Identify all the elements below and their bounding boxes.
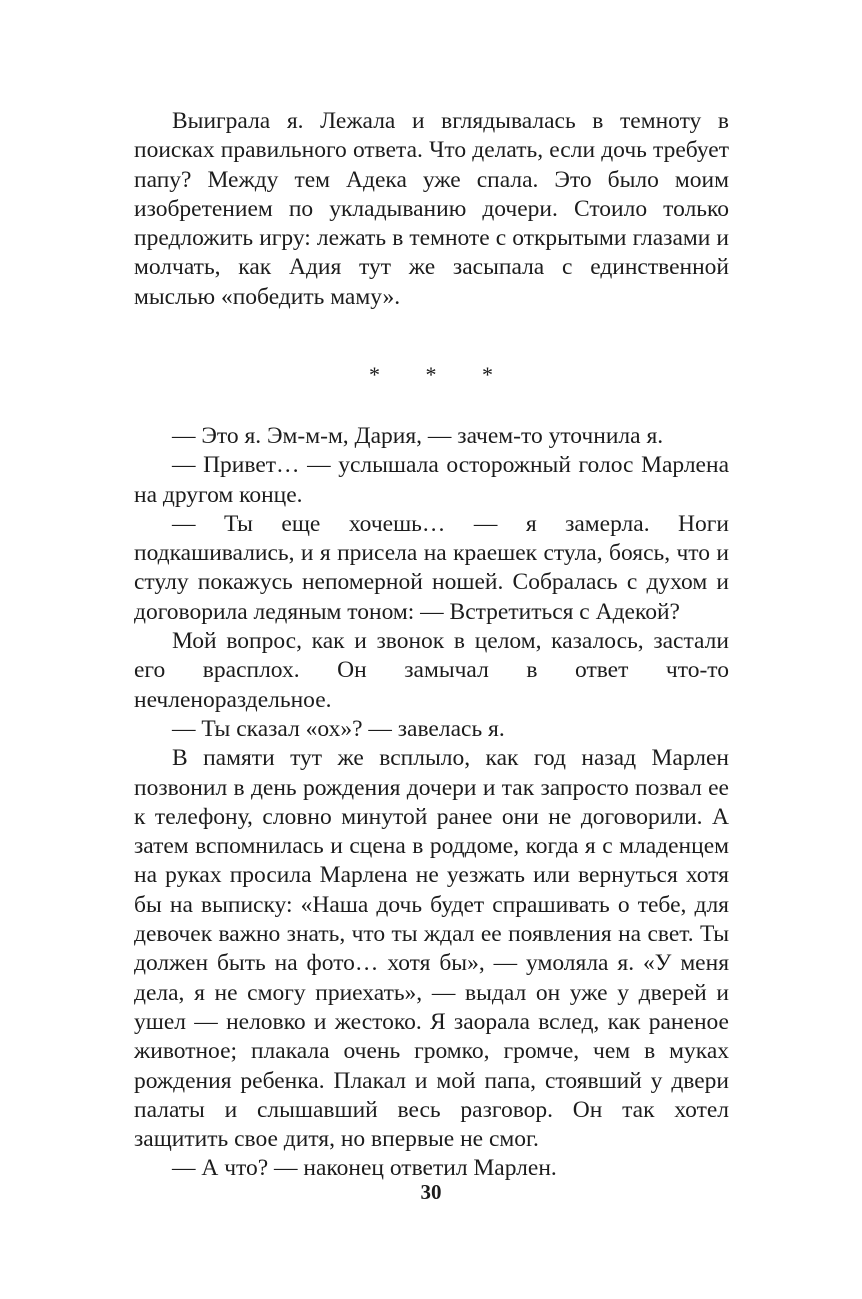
page-number: 30 <box>420 1180 442 1204</box>
text-section-1 <box>134 107 729 312</box>
dialogue-line: — А что? — наконец ответил Марлен. <box>172 1155 557 1182</box>
dialogue-line: — Это я. Эм-м-м, Дария, — зачем-то уточнила я. <box>172 423 664 449</box>
dialogue-line: — Ты еще хочешь… — я замерла. Ноги подкашивались, и я присела на краешек стула, боясь, что и стулу покажусь непомерной ношей. Собралась с духом и договорила ледяным тоном: — Встретиться с Адекой? <box>134 510 729 625</box>
paragraph: В памяти тут же всплыло, как год назад Марлен позвонил в день рождения дочери и так запросто позвал ее к телефону, словно минутой ранее они не договорили. А затем вспомнилась и сцена в роддоме, когда я с младенцем на руках просила Марлена не уезжать или вернуться хотя бы на выписку: «Наша дочь будет спрашивать о тебе, для девочек важно знать, что ты ждал ее появления на свет. Ты должен быть на фото… хотя бы», — умоляла я. «У меня дела, я не смогу приехать», — выдал он уже у дверей и ушел — неловко и жестоко. Я заорала вслед, как раненое животное; плакала очень громко, громче, чем в муках рождения ребенка. Плакал и мой папа, стоявший у двери палаты и слышавший весь разговор. Он так хотел защитить свое дитя, но впервые не смог. <box>134 745 729 1153</box>
text-section-2 <box>134 422 729 1184</box>
paragraph: Выиграла я. Лежала и вглядывалась в темноту в поисках правильного ответа. Что делать, если дочь требует папу? Между тем Адека уже спала. Это было моим изобретением по укладыванию дочери. Стоило только предложить игру: лежать в темноте с открытыми глазами и молчать, как Адия тут же засыпала с единственной мыслью «победить маму». <box>134 108 729 310</box>
dialogue-line: — Привет… — услышала осторожный голос Марлена на другом конце. <box>134 452 729 508</box>
section-separator: * * * <box>369 362 513 387</box>
paragraph: Мой вопрос, как и звонок в целом, казалось, застали его врасплох. Он замычал в ответ что-то нечленораздельное. <box>134 628 729 713</box>
dialogue-line: — Ты сказал «ох»? — завелась я. <box>172 715 505 742</box>
